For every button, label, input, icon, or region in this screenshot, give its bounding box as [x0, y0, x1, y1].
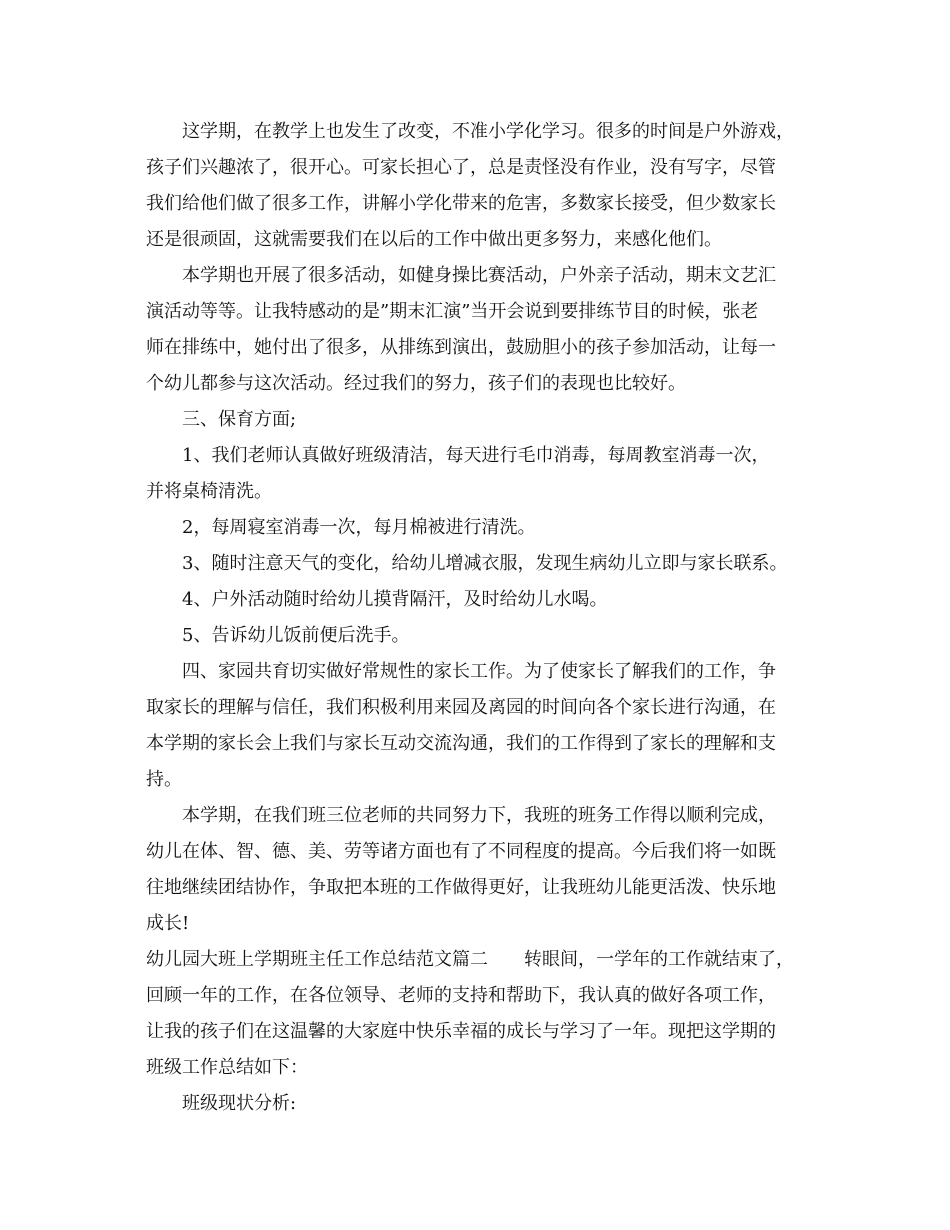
- text-line: 往地继续团结协作，争取把本班的工作做得更好，让我班幼儿能更活泼、快乐地: [146, 877, 776, 898]
- text-line: 成长!: [146, 913, 190, 934]
- text-line: 个幼儿都参与这次活动。经过我们的努力，孩子们的表现也比较好。: [146, 373, 686, 394]
- section-heading: 四、家园共育切实做好常规性的家长工作。为了使家长了解我们的工作，争: [182, 661, 776, 682]
- article-title-line: 幼儿园大班上学期班主任工作总结范文篇二 转眼间，一学年的工作就结束了，: [146, 949, 794, 970]
- text-line: 本学期，在我们班三位老师的共同努力下，我班的班务工作得以顺利完成，: [182, 805, 776, 826]
- document-body: [146, 114, 811, 1122]
- text-line: 我们给他们做了很多工作，讲解小学化带来的危害，多数家长接受，但少数家长: [146, 193, 776, 214]
- list-item: 1、我们老师认真做好班级清洁，每天进行毛巾消毒，每周教室消毒一次，: [182, 445, 770, 466]
- list-item: 4、户外活动随时给幼儿摸背隔汗，及时给幼儿水喝。: [182, 589, 608, 610]
- text-line: 孩子们兴趣浓了，很开心。可家长担心了，总是责怪没有作业，没有写字，尽管: [146, 157, 776, 178]
- text-line: 幼儿在体、智、德、美、劳等诸方面也有了不同程度的提高。今后我们将一如既: [146, 841, 776, 862]
- text-line: 班级工作总结如下：: [146, 1057, 308, 1078]
- text-line: 并将桌椅清洗。: [146, 481, 272, 502]
- section-heading: 班级现状分析:: [182, 1093, 297, 1114]
- text-line: 持。: [146, 769, 182, 790]
- text-line: 演活动等等。让我特感动的是”期末汇演”当开会说到要排练节目的时候，张老: [146, 301, 759, 322]
- text-line: 让我的孩子们在这温馨的大家庭中快乐幸福的成长与学习了一年。现把这学期的: [146, 1021, 776, 1042]
- list-item: 5、告诉幼儿饭前便后洗手。: [182, 625, 410, 646]
- text-line: 还是很顽固，这就需要我们在以后的工作中做出更多努力，来感化他们。: [146, 229, 722, 250]
- text-line: 取家长的理解与信任，我们积极利用来园及离园的时间向各个家长进行沟通，在: [146, 697, 776, 718]
- text-line: 回顾一年的工作，在各位领导、老师的支持和帮助下，我认真的做好各项工作，: [146, 985, 776, 1006]
- text-line: 本学期的家长会上我们与家长互动交流沟通，我们的工作得到了家长的理解和支: [146, 733, 776, 754]
- list-item: 2，每周寝室消毒一次，每月棉被进行清洗。: [182, 517, 536, 538]
- section-heading: 三、保育方面;: [182, 409, 297, 430]
- text-line: 这学期，在教学上也发生了改变，不准小学化学习。很多的时间是户外游戏，: [182, 121, 794, 142]
- text-line: 本学期也开展了很多活动，如健身操比赛活动，户外亲子活动，期末文艺汇: [182, 265, 776, 286]
- text-line: 师在排练中，她付出了很多，从排练到演出，鼓励胆小的孩子参加活动，让每一: [146, 337, 776, 358]
- list-item: 3、随时注意天气的变化，给幼儿增减衣服，发现生病幼儿立即与家长联系。: [182, 553, 788, 574]
